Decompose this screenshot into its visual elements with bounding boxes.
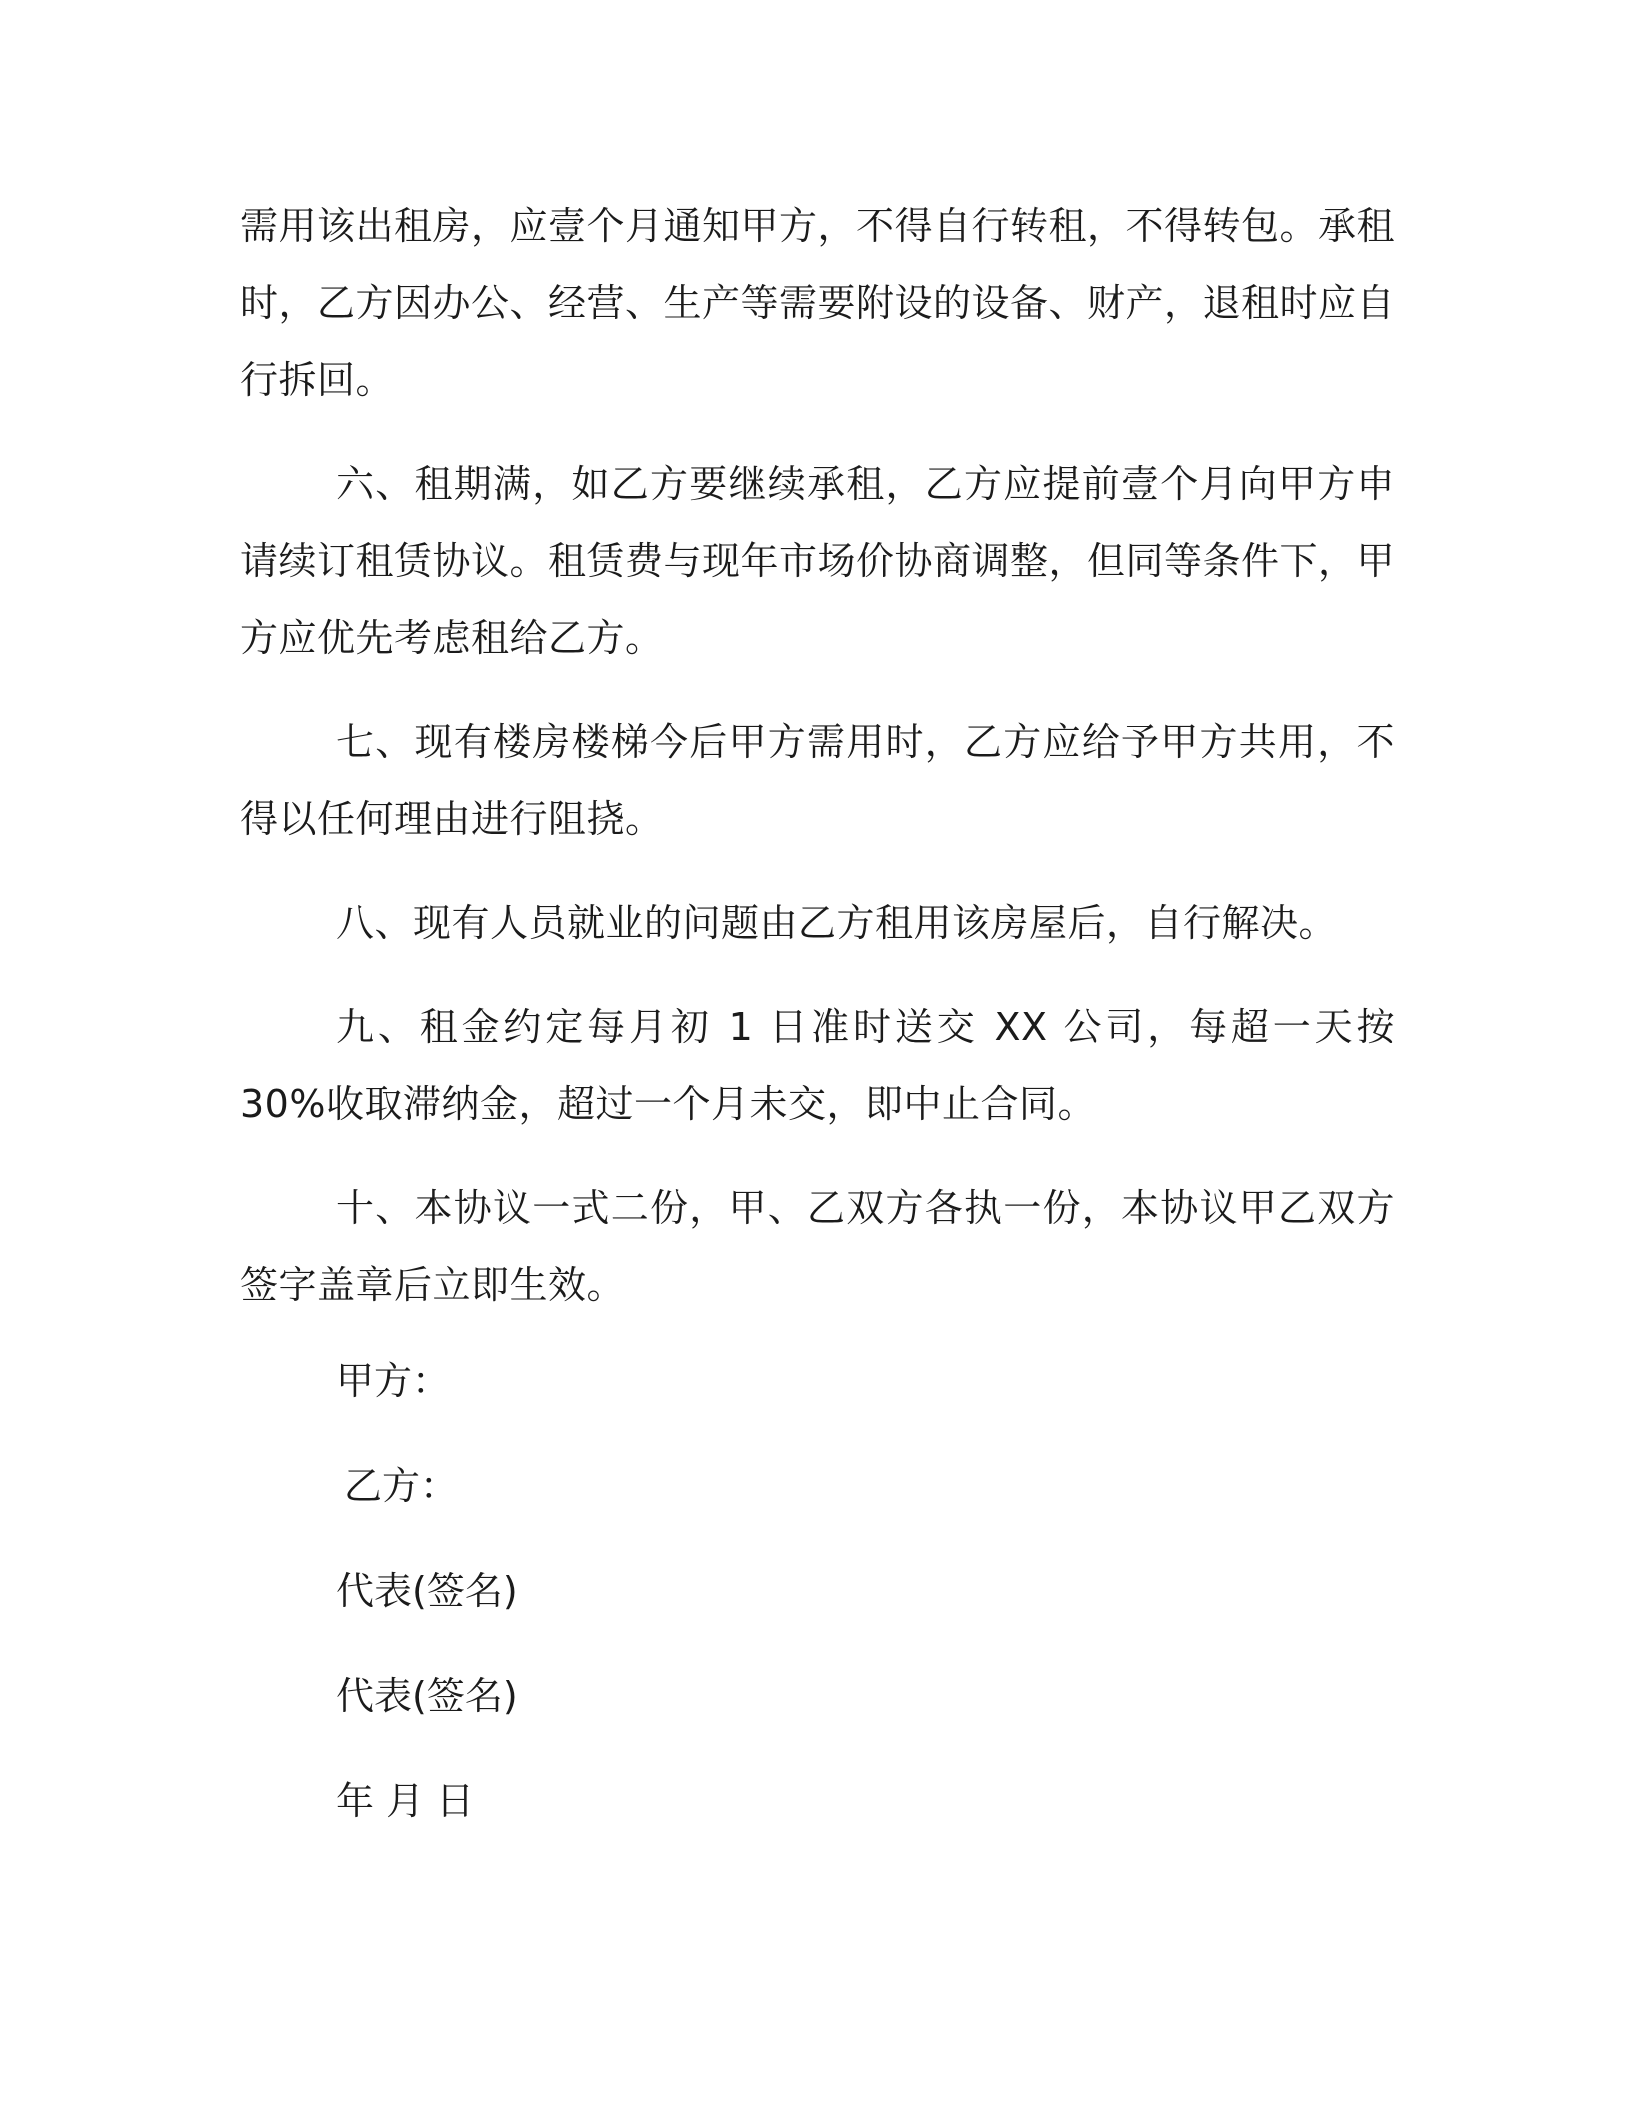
representative-signature-b: 代表(签名) (336, 1674, 518, 1718)
clause-seven: 七、现有楼房楼梯今后甲方需用时，乙方应给予甲方共用，不得以任何理由进行阻挠。 (240, 720, 1395, 841)
clause-ten: 十、本协议一式二份，甲、乙双方各执一份，本协议甲乙双方签字盖章后立即生效。 (240, 1186, 1395, 1307)
contract-body (240, 188, 1395, 1351)
signature-block (336, 1343, 518, 1868)
clause-nine: 九、租金约定每月初 1 日准时送交 XX 公司，每超一天按 30%收取滞纳金，超过一个月未交，即中止合同。 (240, 1005, 1395, 1126)
paragraph-continuation: 需用该出租房，应壹个月通知甲方，不得自行转租，不得转包。承租时，乙方因办公、经营、生产等需要附设的设备、财产，退租时应自行拆回。 (240, 204, 1396, 402)
party-a-label: 甲方： (336, 1359, 451, 1403)
clause-eight: 八、现有人员就业的问题由乙方租用该房屋后，自行解决。 (336, 901, 1338, 945)
clause-six: 六、租期满，如乙方要继续承租，乙方应提前壹个月向甲方申请续订租赁协议。租赁费与现年市场价协商调整，但同等条件下，甲方应优先考虑租给乙方。 (240, 462, 1396, 660)
representative-signature-a: 代表(签名) (336, 1569, 518, 1613)
party-b-label: 乙方： (344, 1464, 459, 1508)
date-line: 年 月 日 (336, 1779, 475, 1823)
